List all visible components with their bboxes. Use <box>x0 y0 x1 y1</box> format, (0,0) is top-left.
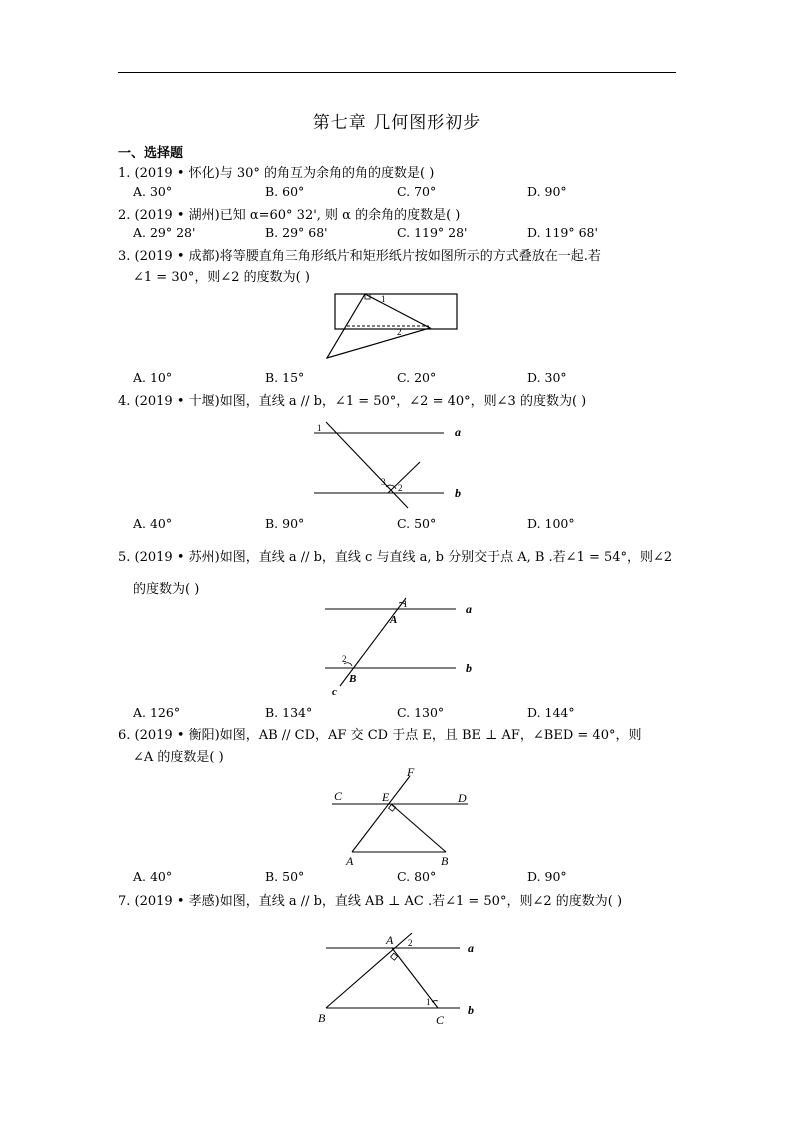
q6-point-E: E <box>382 790 390 804</box>
question-3-line2: ∠1 = 30°，则∠2 的度数为( ) <box>133 270 310 285</box>
q7-point-C: C <box>436 1013 445 1027</box>
q6-option-a: A. 40° <box>133 869 173 884</box>
q6-option-c: C. 80° <box>397 869 437 884</box>
q7-point-B: B <box>318 1011 326 1025</box>
figure-q7 <box>312 928 482 1028</box>
q7-label-2: 2 <box>408 938 413 948</box>
q4-option-d: D. 100° <box>527 516 575 531</box>
q5-option-d: D. 144° <box>527 705 575 720</box>
q7-line-b: b <box>468 1003 474 1017</box>
q1-option-c: C. 70° <box>397 184 437 199</box>
q5-option-c: C. 130° <box>397 705 445 720</box>
q4-line-a: a <box>455 425 461 439</box>
q5-point-A: A <box>390 614 398 626</box>
q5-line-a: a <box>466 602 472 616</box>
q4-label-3: 3 <box>381 477 386 487</box>
chapter-title: 第七章 几何图形初步 <box>312 113 482 133</box>
q4-option-a: A. 40° <box>133 516 173 531</box>
q6-option-b: B. 50° <box>265 869 305 884</box>
q7-point-A: A <box>386 933 394 947</box>
q6-point-D: D <box>458 791 467 805</box>
q2-option-b: B. 29° 68' <box>265 225 328 240</box>
figure-q3 <box>325 290 465 362</box>
question-4: 4. (2019 • 十堰)如图，直线 a // b，∠1 = 50°，∠2 = 40°，则∠3 的度数为( ) <box>118 394 587 409</box>
q4-label-1: 1 <box>317 423 322 433</box>
q3-option-b: B. 15° <box>265 370 305 385</box>
q4-line-b: b <box>455 486 461 500</box>
q4-option-c: C. 50° <box>397 516 437 531</box>
q5-label-1: 1 <box>403 599 408 609</box>
question-1: 1. (2019 • 怀化)与 30° 的角互为余角的角的度数是( ) <box>118 166 435 181</box>
q1-option-a: A. 30° <box>133 184 173 199</box>
figure-q5 <box>322 596 484 698</box>
q6-point-C: C <box>334 789 343 803</box>
q2-option-d: D. 119° 68' <box>527 225 598 240</box>
question-3: 3. (2019 • 成都)将等腰直角三角形纸片和矩形纸片按如图所示的方式叠放在一起.若 <box>118 249 601 264</box>
q6-point-B: B <box>441 854 449 866</box>
question-2: 2. (2019 • 湖州)已知 α=60° 32', 则 α 的余角的度数是( ) <box>118 208 461 223</box>
q4-label-2: 2 <box>398 483 403 493</box>
q5-line-c: c <box>332 686 337 698</box>
q5-option-a: A. 126° <box>133 705 181 720</box>
question-5-line2: 的度数为( ) <box>133 582 200 597</box>
q6-point-F: F <box>407 765 415 779</box>
q3-option-c: C. 20° <box>397 370 437 385</box>
q5-line-b: b <box>466 661 472 675</box>
question-6: 6. (2019 • 衡阳)如图，AB // CD，AF 交 CD 于点 E，且 BE ⊥ AF，∠BED = 40°，则 <box>118 728 642 743</box>
q1-option-b: B. 60° <box>265 184 305 199</box>
q3-label-1: 1 <box>381 294 386 304</box>
q4-option-b: B. 90° <box>265 516 305 531</box>
figure-q6 <box>330 764 476 866</box>
figure-q4 <box>310 418 480 513</box>
q3-option-d: D. 30° <box>527 370 567 385</box>
q1-option-d: D. 90° <box>527 184 567 199</box>
question-6-line2: ∠A 的度数是( ) <box>133 750 224 765</box>
q2-option-a: A. 29° 28' <box>133 225 196 240</box>
q3-option-a: A. 10° <box>133 370 173 385</box>
question-5: 5. (2019 • 苏州)如图，直线 a // b，直线 c 与直线 a, b 分别交于点 A, B .若∠1 = 54°，则∠2 <box>118 550 673 565</box>
header-rule <box>118 72 676 73</box>
q2-option-c: C. 119° 28' <box>397 225 468 240</box>
q6-option-d: D. 90° <box>527 869 567 884</box>
q7-line-a: a <box>468 941 474 955</box>
q5-label-2: 2 <box>342 654 347 664</box>
section-heading: 一、选择题 <box>118 146 184 161</box>
question-7: 7. (2019 • 孝感)如图，直线 a // b，直线 AB ⊥ AC .若∠1 = 50°，则∠2 的度数为( ) <box>118 894 623 909</box>
q7-label-1: 1 <box>426 997 431 1007</box>
q5-option-b: B. 134° <box>265 705 313 720</box>
q3-label-2: 2 <box>397 327 402 337</box>
q5-point-B: B <box>349 673 357 685</box>
q6-point-A: A <box>346 854 354 866</box>
